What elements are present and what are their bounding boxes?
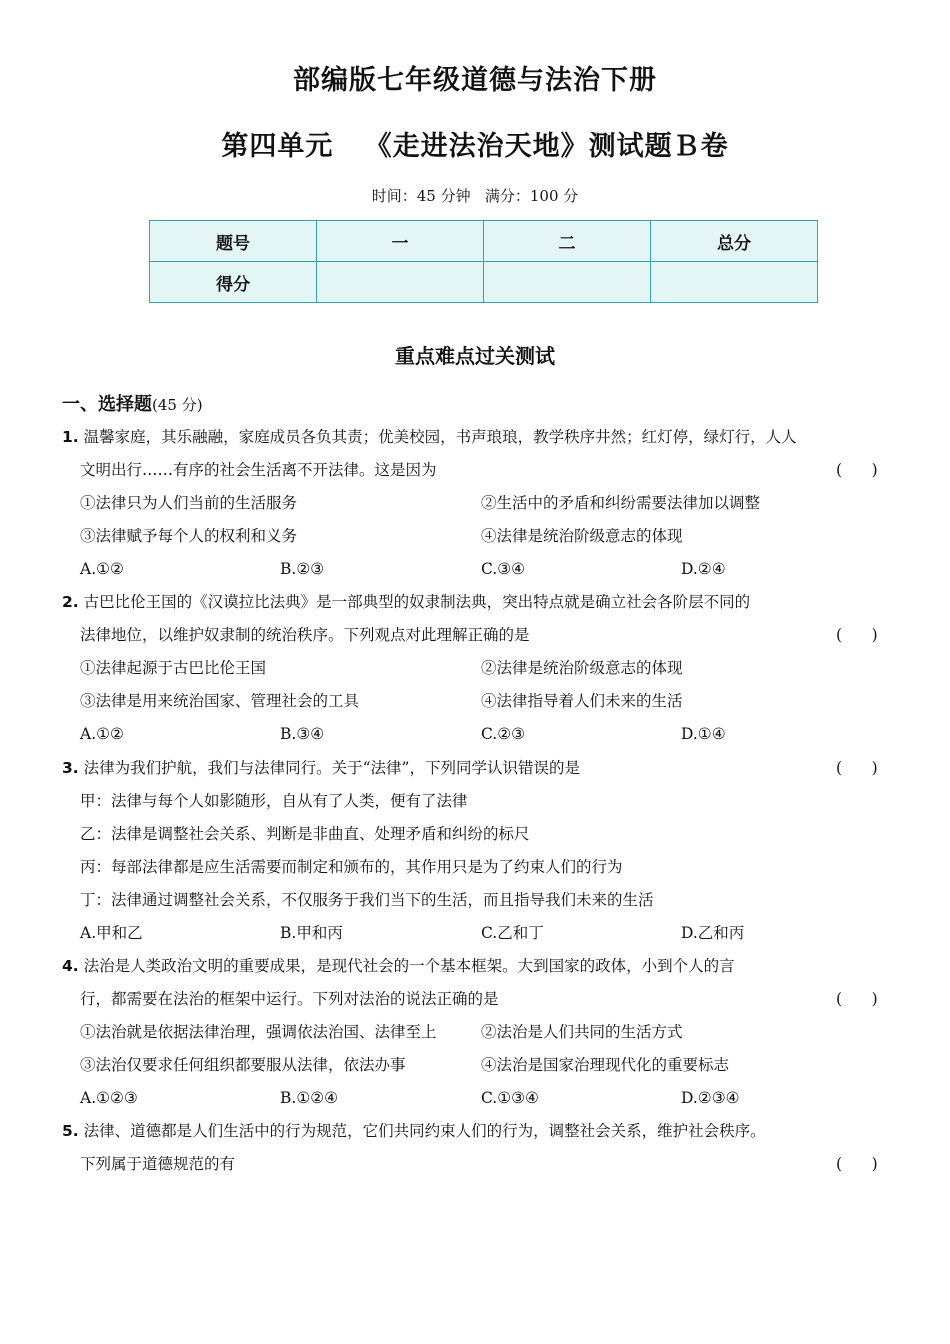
question-5-stem-cont: 下列属于道德规范的有 [80, 1155, 236, 1173]
score-table-cell [317, 262, 484, 303]
section-title: 重点难点过关测试 [395, 344, 555, 368]
statement: ④法治是国家治理现代化的重要标志 [481, 1056, 730, 1074]
question-text: 法律、道德都是人们生活中的行为规范，它们共同约束人们的行为，调整社会关系，维护社会秩序。 [83, 1122, 766, 1140]
question-text: 法治是人类政治文明的重要成果，是现代社会的一个基本框架。大到国家的政体，小到个人的言 [83, 957, 735, 975]
question-text: 温馨家庭，其乐融融，家庭成员各负其责；优美校园，书声琅琅，教学秩序井然；红灯停，绿灯行，人人 [83, 428, 797, 446]
document-subtitle: 第四单元 《走进法治天地》测试题Ｂ卷 [221, 131, 729, 162]
answer-bracket: ( ) [836, 759, 878, 777]
question-1-stem [62, 427, 797, 447]
score-table-score-row [150, 262, 818, 303]
statement: ③法治仅要求任何组织都要服从法律，依法办事 [80, 1056, 406, 1074]
option-a: A.甲和乙 [80, 924, 143, 942]
option-a: A.①② [80, 725, 124, 743]
statement: ②法律是统治阶级意志的体现 [481, 659, 683, 677]
question-number: 2. [62, 593, 79, 611]
option-d: D.①④ [681, 725, 726, 743]
statement: 甲：法律与每个人如影随形，自从有了人类，便有了法律 [80, 792, 468, 810]
score-table [149, 220, 818, 303]
question-2-stem [62, 592, 750, 612]
option-c: C.②③ [481, 725, 526, 743]
answer-bracket: ( ) [836, 990, 878, 1008]
statement: ①法律只为人们当前的生活服务 [80, 494, 298, 512]
question-1-stem-cont: 文明出行……有序的社会生活离不开法律。这是因为 [80, 461, 437, 479]
question-number: 3. [62, 759, 79, 777]
question-4-stem [62, 956, 735, 976]
score-table-cell: 题号 [150, 221, 317, 262]
option-c: C.乙和丁 [481, 924, 544, 942]
option-a: A.①② [80, 560, 124, 578]
answer-bracket: ( ) [836, 461, 878, 479]
option-b: B.③④ [280, 725, 325, 743]
option-b: B.②③ [280, 560, 325, 578]
answer-bracket: ( ) [836, 626, 878, 644]
question-number: 5. [62, 1122, 79, 1140]
time-and-score-info: 时间：45 分钟 满分：100 分 [371, 187, 579, 205]
statement: ①法律起源于古巴比伦王国 [80, 659, 267, 677]
answer-bracket: ( ) [836, 1155, 878, 1173]
part-heading [62, 390, 203, 416]
option-b: B.甲和丙 [280, 924, 343, 942]
question-5-stem [62, 1121, 766, 1141]
score-table-cell: 总分 [651, 221, 818, 262]
statement: ③法律赋予每个人的权利和义务 [80, 527, 298, 545]
statement: 丁：法律通过调整社会关系，不仅服务于我们当下的生活，而且指导我们未来的生活 [80, 891, 654, 909]
question-text: 古巴比伦王国的《汉谟拉比法典》是一部典型的奴隶制法典，突出特点就是确立社会各阶层不同的 [83, 593, 751, 611]
option-d: D.②③④ [681, 1089, 740, 1107]
question-number: 4. [62, 957, 79, 975]
option-c: C.①③④ [481, 1089, 539, 1107]
question-number: 1. [62, 428, 79, 446]
option-a: A.①②③ [80, 1089, 138, 1107]
statement: ③法律是用来统治国家、管理社会的工具 [80, 692, 360, 710]
statement: 乙：法律是调整社会关系、判断是非曲直、处理矛盾和纠纷的标尺 [80, 825, 530, 843]
statement: ②生活中的矛盾和纠纷需要法律加以调整 [481, 494, 761, 512]
statement: 丙：每部法律都是应生活需要而制定和颁布的，其作用只是为了约束人们的行为 [80, 858, 623, 876]
statement: ④法律是统治阶级意志的体现 [481, 527, 683, 545]
part-heading-label: 一、选择题 [62, 394, 152, 415]
score-table-cell: 得分 [150, 262, 317, 303]
statement: ④法律指导着人们未来的生活 [481, 692, 683, 710]
score-table-cell [484, 262, 651, 303]
question-3-stem [62, 758, 580, 778]
score-table-cell [651, 262, 818, 303]
part-heading-points: (45 分) [152, 396, 203, 414]
option-b: B.①②④ [280, 1089, 339, 1107]
question-4-stem-cont: 行，都需要在法治的框架中运行。下列对法治的说法正确的是 [80, 990, 499, 1008]
score-table-header-row [150, 221, 818, 262]
score-table-cell: 一 [317, 221, 484, 262]
statement: ②法治是人们共同的生活方式 [481, 1023, 683, 1041]
option-d: D.②④ [681, 560, 726, 578]
statement: ①法治就是依据法律治理，强调依法治国、法律至上 [80, 1023, 437, 1041]
question-2-stem-cont: 法律地位，以维护奴隶制的统治秩序。下列观点对此理解正确的是 [80, 626, 530, 644]
option-d: D.乙和丙 [681, 924, 745, 942]
option-c: C.③④ [481, 560, 526, 578]
document-title: 部编版七年级道德与法治下册 [293, 65, 657, 96]
score-table-cell: 二 [484, 221, 651, 262]
question-text: 法律为我们护航，我们与法律同行。关于“法律”，下列同学认识错误的是 [83, 759, 580, 777]
